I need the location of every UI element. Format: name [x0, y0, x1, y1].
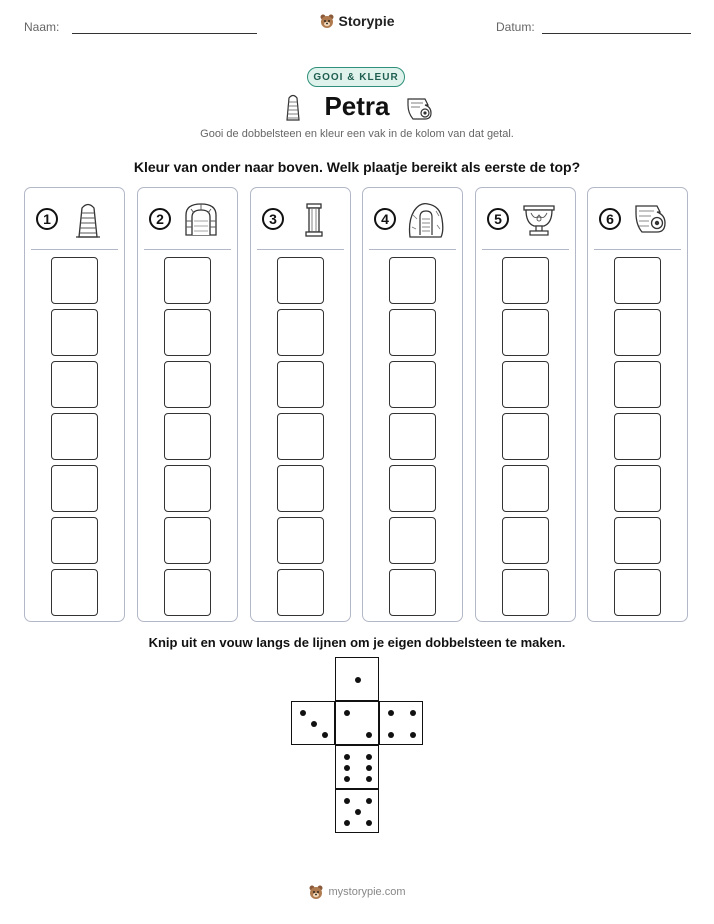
column-number: 3	[262, 208, 284, 230]
activity-badge: GOOI & KLEUR	[307, 67, 405, 87]
color-cell[interactable]	[502, 413, 549, 460]
brand-logo	[0, 13, 714, 34]
die-face-6	[335, 745, 379, 789]
color-cell[interactable]	[164, 465, 211, 512]
broken-column-capital-icon	[633, 201, 669, 239]
color-cell[interactable]	[277, 309, 324, 356]
column-5	[475, 187, 576, 622]
color-cell[interactable]	[277, 517, 324, 564]
ornate-urn-icon	[521, 201, 557, 239]
color-cell[interactable]	[614, 361, 661, 408]
color-cell[interactable]	[51, 517, 98, 564]
die-face-2	[335, 701, 379, 745]
color-cell[interactable]	[51, 361, 98, 408]
color-cell[interactable]	[614, 517, 661, 564]
color-cell[interactable]	[502, 569, 549, 616]
column-number: 4	[374, 208, 396, 230]
color-cell[interactable]	[614, 465, 661, 512]
die-pip	[366, 754, 372, 760]
color-cell[interactable]	[502, 465, 549, 512]
column-number: 1	[36, 208, 58, 230]
color-cell[interactable]	[51, 309, 98, 356]
color-cell[interactable]	[51, 465, 98, 512]
color-cell[interactable]	[502, 517, 549, 564]
column-2	[137, 187, 238, 622]
die-pip	[366, 820, 372, 826]
color-cell[interactable]	[164, 257, 211, 304]
name-label: Naam:	[24, 20, 60, 34]
color-cell[interactable]	[614, 413, 661, 460]
color-cell[interactable]	[164, 309, 211, 356]
column-6	[587, 187, 688, 622]
die-pip	[344, 820, 350, 826]
die-face-3	[291, 701, 335, 745]
die-pip	[366, 798, 372, 804]
die-pip	[388, 710, 394, 716]
die-face-5	[335, 789, 379, 833]
color-cell[interactable]	[164, 413, 211, 460]
color-cell[interactable]	[277, 257, 324, 304]
column-divider	[369, 249, 456, 250]
color-cell[interactable]	[389, 517, 436, 564]
column-1	[24, 187, 125, 622]
color-cell[interactable]	[277, 361, 324, 408]
color-cell[interactable]	[51, 413, 98, 460]
date-line[interactable]	[542, 33, 691, 34]
color-cell[interactable]	[51, 257, 98, 304]
broken-column-capital-icon	[405, 95, 435, 121]
color-cell[interactable]	[277, 569, 324, 616]
arched-gate-icon	[183, 201, 219, 239]
color-cell[interactable]	[614, 309, 661, 356]
column-number: 6	[599, 208, 621, 230]
column-number: 2	[149, 208, 171, 230]
die-pip	[300, 710, 306, 716]
color-cell[interactable]	[51, 569, 98, 616]
color-cell[interactable]	[164, 569, 211, 616]
footer-site-link[interactable]: mystorypie.com	[328, 886, 406, 898]
color-cell[interactable]	[389, 569, 436, 616]
color-cell[interactable]	[164, 361, 211, 408]
column-number: 5	[487, 208, 509, 230]
color-cell[interactable]	[164, 517, 211, 564]
column-divider	[482, 249, 569, 250]
brand-name: Storypie	[338, 13, 395, 29]
color-cell[interactable]	[389, 413, 436, 460]
die-pip	[344, 776, 350, 782]
color-cell[interactable]	[277, 465, 324, 512]
color-cell[interactable]	[502, 361, 549, 408]
column-divider	[594, 249, 681, 250]
die-pip	[344, 710, 350, 716]
date-label: Datum:	[496, 20, 535, 34]
die-pip	[355, 677, 361, 683]
die-face-1	[335, 657, 379, 701]
color-cell[interactable]	[389, 257, 436, 304]
column-divider	[31, 249, 118, 250]
die-pip	[366, 765, 372, 771]
color-cell[interactable]	[389, 465, 436, 512]
column-4	[362, 187, 463, 622]
color-cell[interactable]	[389, 361, 436, 408]
column-divider	[144, 249, 231, 250]
die-pip	[344, 765, 350, 771]
die-pip	[355, 809, 361, 815]
color-cell[interactable]	[614, 569, 661, 616]
beehive-tomb-icon	[70, 201, 106, 239]
color-cell[interactable]	[614, 257, 661, 304]
die-pip	[366, 776, 372, 782]
die-face-4	[379, 701, 423, 745]
die-pip	[322, 732, 328, 738]
instructions-text: Gooi de dobbelsteen en kleur een vak in de kolom van dat getal.	[200, 128, 514, 140]
bear-mascot-icon	[319, 13, 335, 29]
color-cell[interactable]	[502, 257, 549, 304]
color-cell[interactable]	[389, 309, 436, 356]
rock-carved-door-icon	[408, 201, 444, 239]
column-divider	[257, 249, 344, 250]
color-cell[interactable]	[502, 309, 549, 356]
cut-instruction: Knip uit en vouw langs de lijnen om je eigen dobbelsteen te maken.	[148, 635, 566, 650]
die-pip	[388, 732, 394, 738]
color-cell[interactable]	[277, 413, 324, 460]
page-title: Petra	[324, 91, 390, 121]
question-text: Kleur van onder naar boven. Welk plaatje bereikt als eerste de top?	[133, 159, 581, 175]
column-pillar-icon	[296, 201, 332, 239]
bear-mascot-icon	[308, 884, 324, 900]
footer	[0, 884, 714, 905]
die-pip	[366, 732, 372, 738]
die-pip	[410, 710, 416, 716]
column-3	[250, 187, 351, 622]
die-pip	[344, 798, 350, 804]
die-pip	[311, 721, 317, 727]
die-pip	[410, 732, 416, 738]
die-pip	[344, 754, 350, 760]
